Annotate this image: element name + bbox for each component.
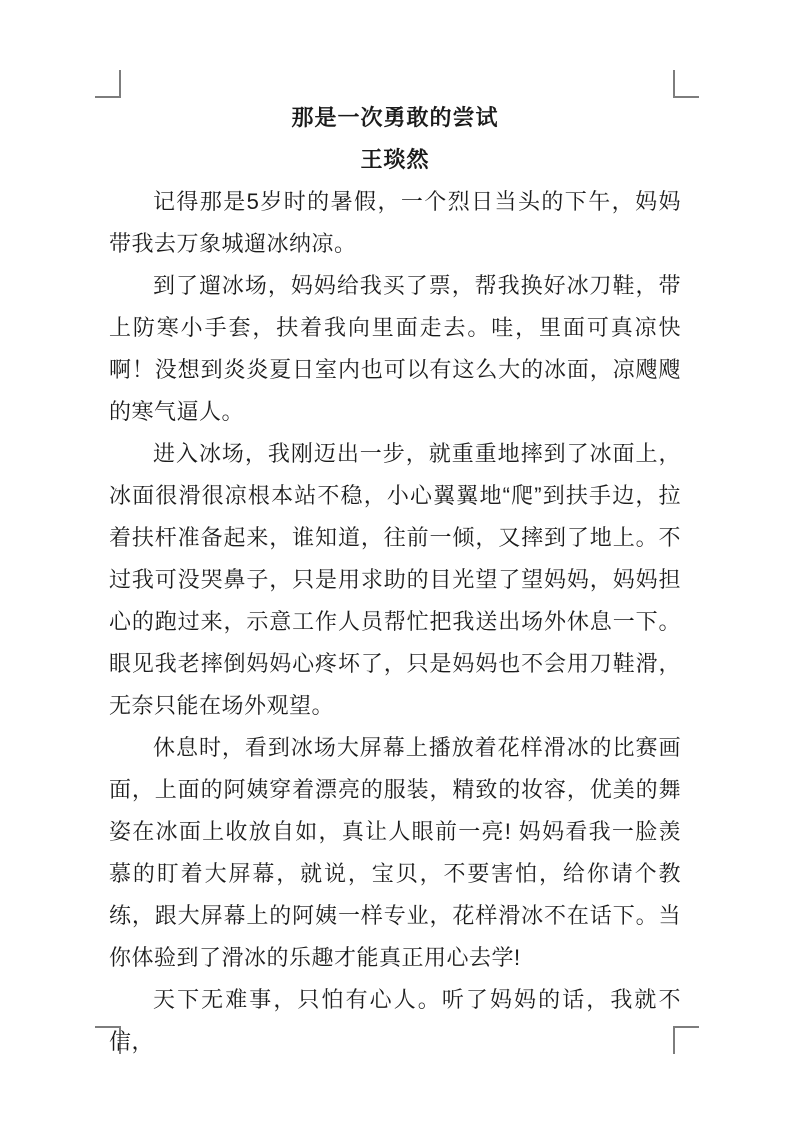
essay-paragraph: 天下无难事，只怕有心人。听了妈妈的话，我就不信， [109, 987, 681, 1054]
essay-paragraph: 进入冰场，我刚迈出一步，就重重地摔到了冰面上，冰面很滑很凉根本站不稳，小心翼翼地“爬”到扶手边，拉着扶杆准备起来，谁知道，往前一倾，又摔到了地上。不过我可没哭鼻子，只是用求助的目光望了望妈妈，妈妈担心的跑过来，示意工作人员帮忙把我送出场外休息一下。眼见我老摔倒妈妈心疼坏了，只是妈妈也不会用刀鞋滑，无奈只能在场外观望。 [109, 441, 681, 718]
essay-author: 王琰然 [360, 147, 430, 172]
essay-paragraph: 到了遛冰场，妈妈给我买了票，帮我换好冰刀鞋，带上防寒小手套，扶着我向里面走去。哇，里面可真凉快啊！没想到炎炎夏日室内也可以有这么大的冰面，凉飕飕的寒气逼人。 [109, 273, 681, 424]
essay-title: 那是一次勇敢的尝试 [291, 105, 499, 130]
crop-mark-top-left [95, 70, 121, 98]
text-area [109, 97, 681, 1063]
crop-mark-top-right [673, 70, 699, 98]
essay-body [109, 181, 681, 1063]
essay-paragraph: 休息时，看到冰场大屏幕上播放着花样滑冰的比赛画面，上面的阿姨穿着漂亮的服装，精致的妆容，优美的舞姿在冰面上收放自如，真让人眼前一亮! 妈妈看我一脸羡慕的盯着大屏幕，就说，宝贝，不要害怕，给你请个教练，跟大屏幕上的阿姨一样专业，花样滑冰不在话下。当你体验到了滑冰的乐趣才能真正用心去学! [109, 735, 681, 970]
essay-paragraph: 记得那是5岁时的暑假，一个烈日当头的下午，妈妈带我去万象城遛冰纳凉。 [109, 189, 681, 256]
